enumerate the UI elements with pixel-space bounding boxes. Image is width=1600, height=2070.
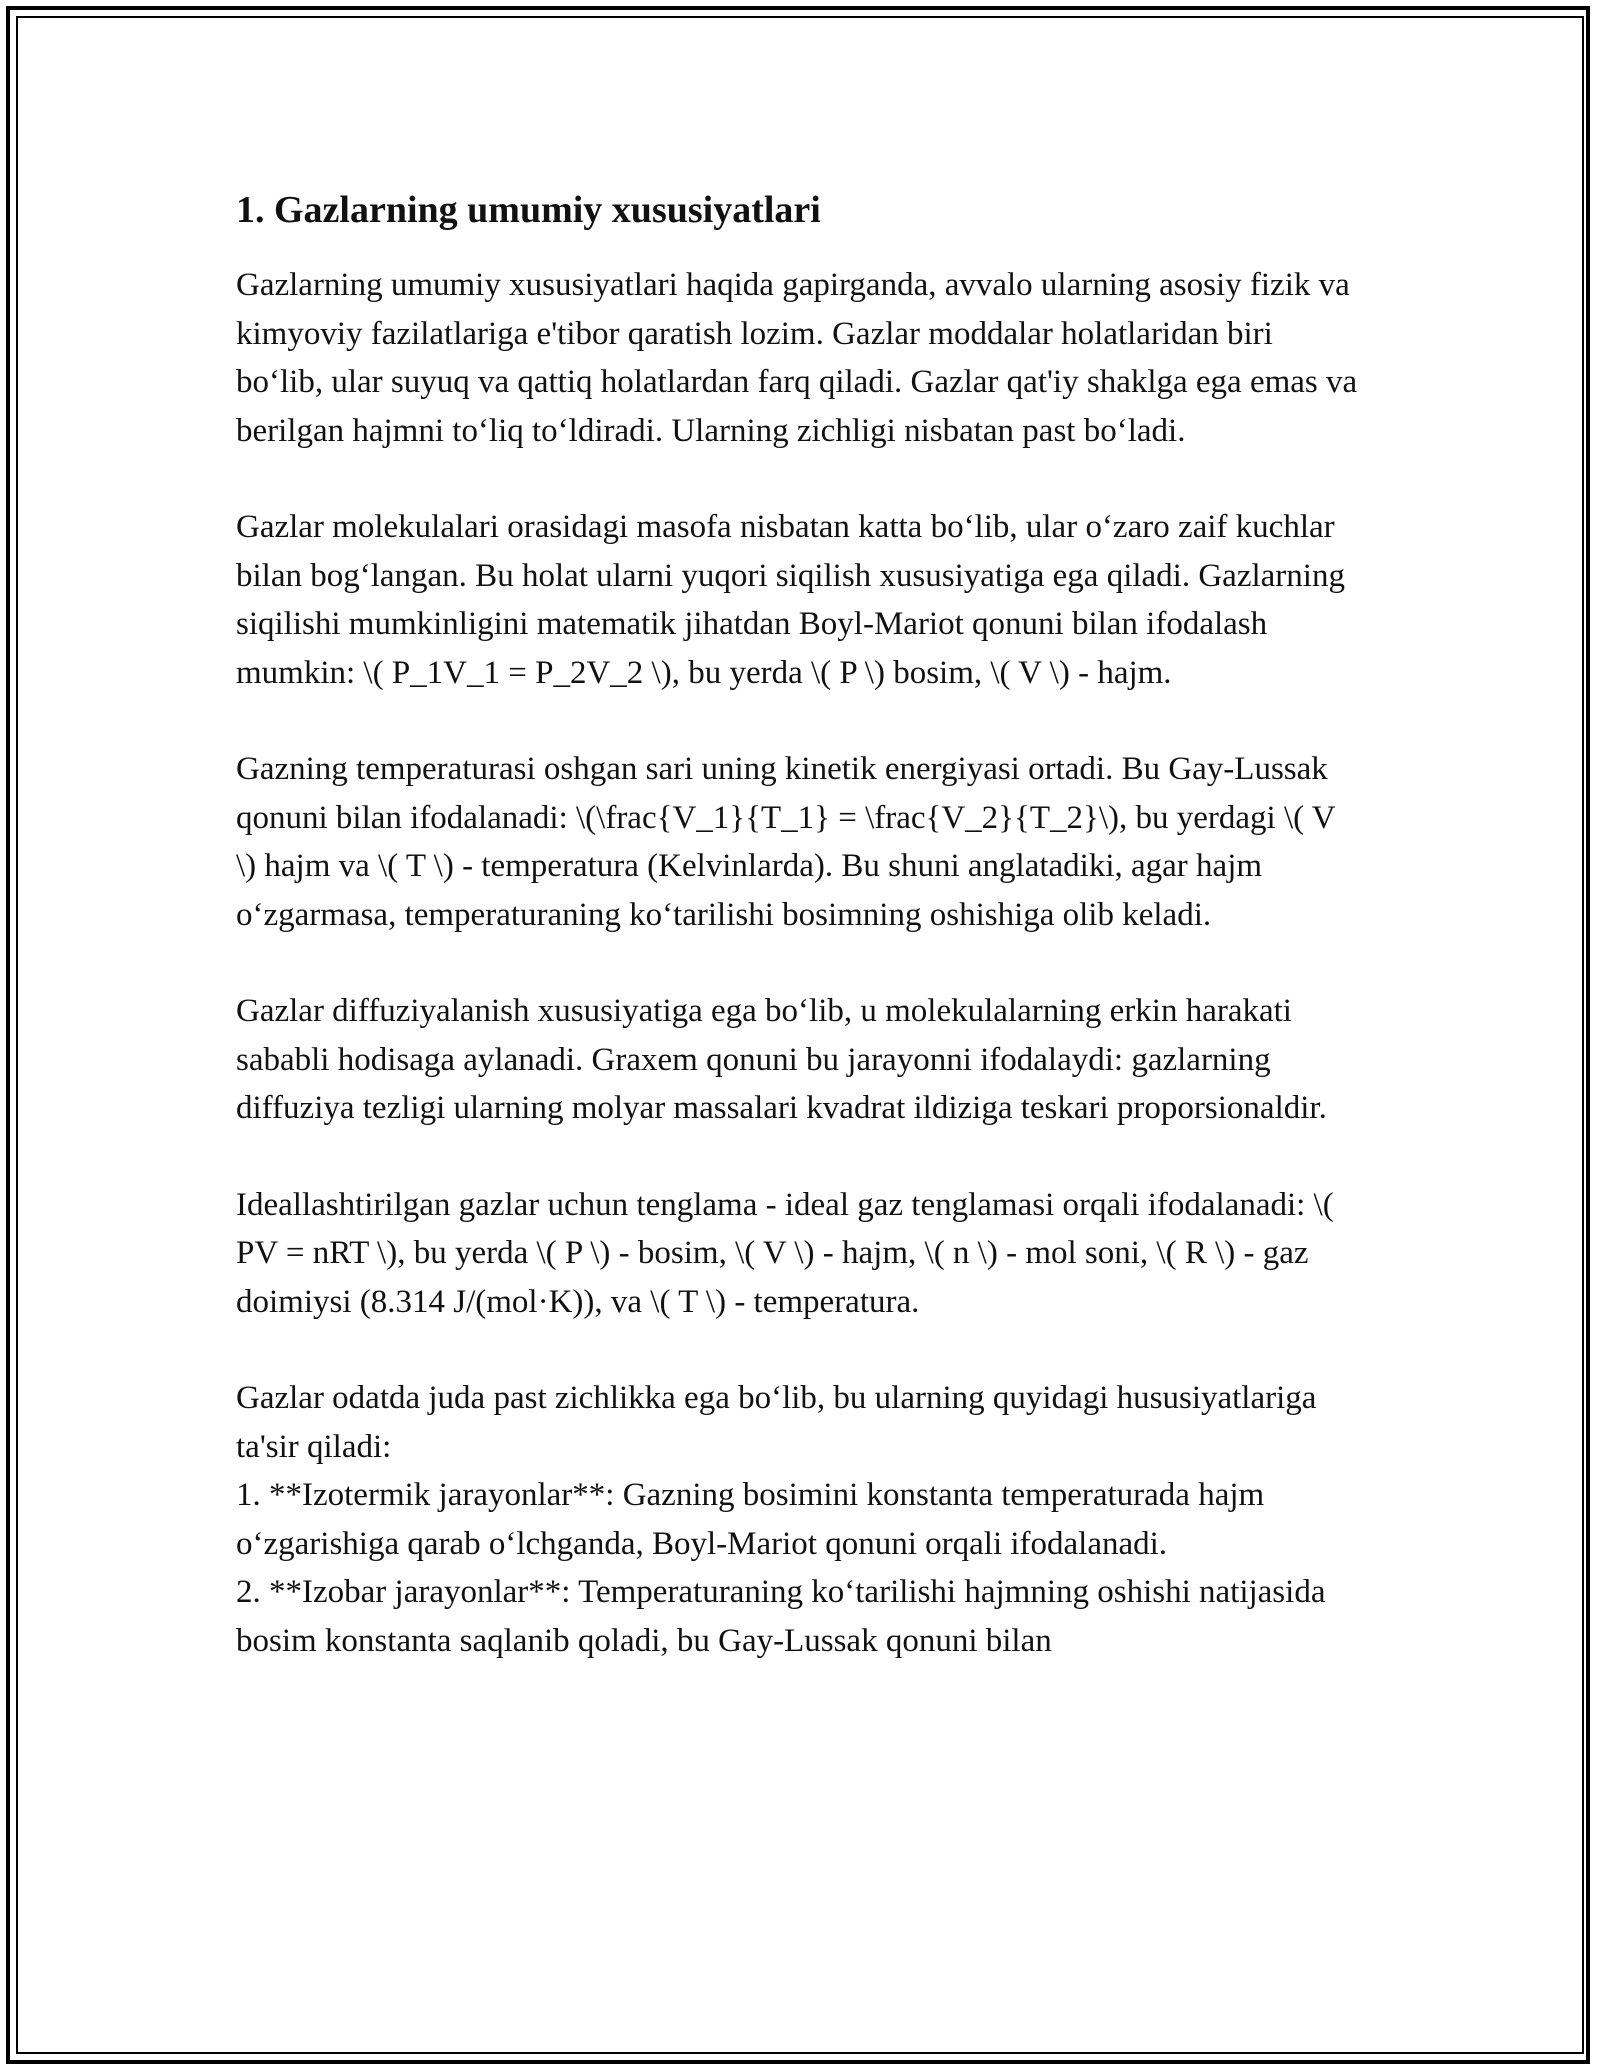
- paragraph-ideal-gas: Ideallashtirilgan gazlar uchun tenglama - ideal gaz tenglamasi orqali ifodalanadi: \( PV = nRT \), bu yerda \( P \) - bosim, \( V \) - hajm, \( n \) - mol soni, \( R \) - gaz doimiysi (8.314 J/(mol·K)), va \( T \) - temperatura.: [236, 1186, 1334, 1320]
- paragraph-general-properties: Gazlarning umumiy xususiyatlari haqida gapirganda, avvalo ularning asosiy fizik va kimyoviy fazilatlariga e'tibor qaratish lozim. Gazlar moddalar holatlaridan biri bo‘lib, ular suyuq va qattiq holatlardan farq qiladi. Gazlar qat'iy shaklga ega emas va berilgan hajmni to‘liq to‘ldiradi. Ularning zichligi nisbatan past bo‘ladi.: [236, 267, 1358, 449]
- document-body: [236, 186, 1360, 1665]
- paragraph-gay-lussac: Gazning temperaturasi oshgan sari uning kinetik energiyasi ortadi. Bu Gay-Lussak qonuni bilan ifodalanadi: \(\frac{V_1}{T_1} = \frac{V_2}{T_2}\), bu yerdagi \( V \) hajm va \( T \) - temperatura (Kelvinlarda). Bu shuni anglatadiki, agar hajm o‘zgarmasa, temperaturaning ko‘tarilishi bosimning oshishiga olib keladi.: [236, 751, 1336, 933]
- paragraph-boyle-mariotte: Gazlar molekulalari orasidagi masofa nisbatan katta bo‘lib, ular o‘zaro zaif kuchlar bilan bog‘langan. Bu holat ularni yuqori siqilish xususiyatiga ega qiladi. Gazlarning siqilishi mumkinligini matematik jihatdan Boyl-Mariot qonuni bilan ifodalash mumkin: \( P_1V_1 = P_2V_2 \), bu yerda \( P \) bosim, \( V \) - hajm.: [236, 509, 1345, 691]
- section-heading: 1. Gazlarning umumiy xususiyatlari: [236, 189, 821, 231]
- paragraph-low-density-list: [236, 1374, 1360, 1665]
- paragraph-diffusion: Gazlar diffuziyalanish xususiyatiga ega bo‘lib, u molekulalarning erkin harakati sababli hodisaga aylanadi. Graxem qonuni bu jarayonni ifodalaydi: gazlarning diffuziya tezligi ularning molyar massalari kvadrat ildiziga teskari proporsionaldir.: [236, 993, 1327, 1126]
- list-item-isobaric: 2. **Izobar jarayonlar**: Temperaturaning ko‘tarilishi hajmning oshishi natijasida bosim konstanta saqlanib qoladi, bu Gay-Lussak qonuni bilan: [236, 1574, 1326, 1659]
- list-item-isothermal: 1. **Izotermik jarayonlar**: Gazning bosimini konstanta temperaturada hajm o‘zgarishiga qarab o‘lchganda, Boyl-Mariot qonuni orqali ifodalanadi.: [236, 1477, 1265, 1562]
- list-intro: Gazlar odatda juda past zichlikka ega bo‘lib, bu ularning quyidagi hususiyatlariga ta'sir qiladi:: [236, 1380, 1317, 1465]
